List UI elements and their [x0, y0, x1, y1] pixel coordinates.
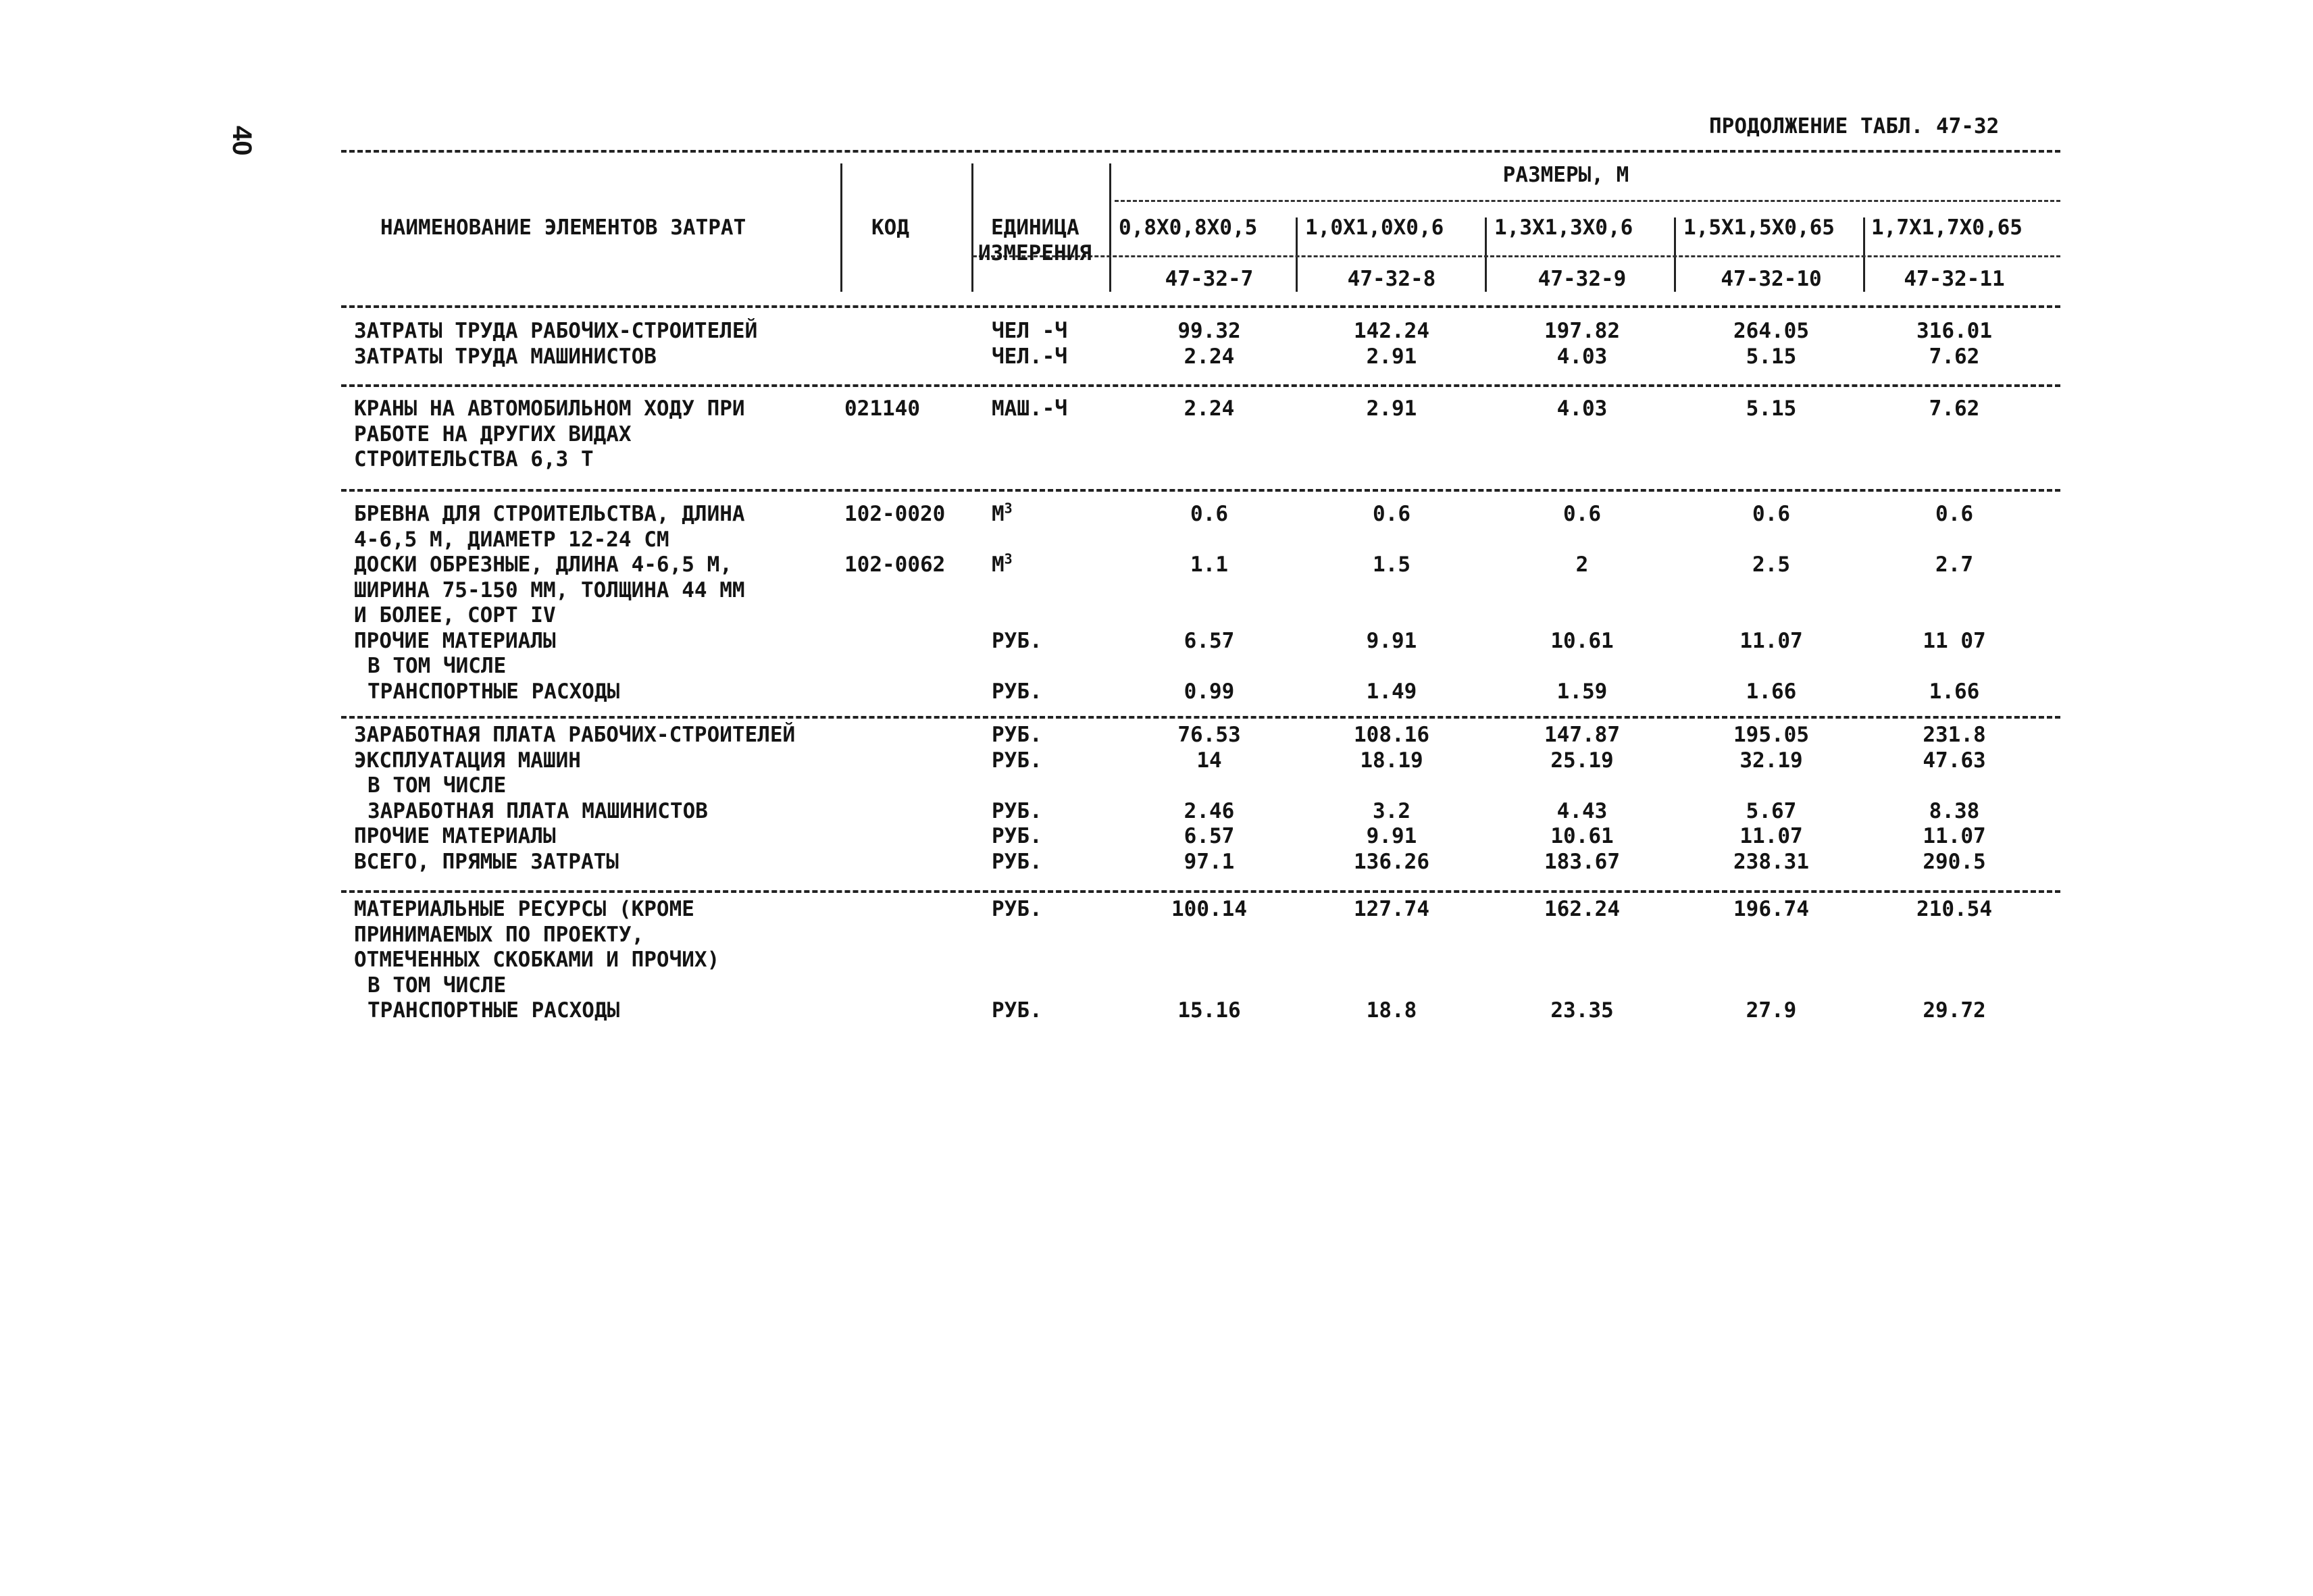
cell-value: 0.6	[1563, 502, 1601, 526]
cell-value: 162.24	[1544, 897, 1620, 921]
header-sizes: РАЗМЕРЫ, М	[1502, 163, 1629, 187]
cell-value: 27.9	[1746, 998, 1797, 1023]
divider-col2	[1296, 217, 1298, 292]
column-code: 47-32-7	[1165, 267, 1254, 291]
cell-value: 11.07	[1739, 628, 1803, 653]
row-unit: РУБ.	[992, 628, 1042, 653]
cell-value: 14	[1196, 748, 1222, 773]
row-code: 102-0062	[844, 552, 946, 577]
cell-value: 7.62	[1929, 396, 1980, 421]
unit-superscript: 3	[1004, 550, 1013, 567]
group-separator	[341, 384, 2060, 387]
row-name: ЗАТРАТЫ ТРУДА МАШИНИСТОВ	[354, 344, 657, 369]
size-label: 1,5X1,5X0,65	[1683, 215, 1835, 240]
row-unit: ЧЕЛ.-Ч	[992, 344, 1067, 369]
row-name: СТРОИТЕЛЬСТВА 6,3 Т	[354, 447, 594, 471]
cell-value: 5.15	[1746, 396, 1797, 421]
divider-sizes	[1109, 163, 1111, 292]
row-unit: $М^3$	[992, 550, 1013, 577]
row-unit: РУБ.	[992, 897, 1042, 921]
cell-value: 97.1	[1184, 849, 1235, 874]
row-name: В ТОМ ЧИСЛЕ	[367, 973, 507, 998]
row-code: 102-0020	[844, 502, 946, 526]
cell-value: 7.62	[1929, 344, 1980, 369]
cell-value: 6.57	[1184, 628, 1235, 653]
header-name: НАИМЕНОВАНИЕ ЭЛЕМЕНТОВ ЗАТРАТ	[380, 215, 746, 240]
cell-value: 0.6	[1190, 502, 1228, 526]
column-code: 47-32-11	[1904, 267, 2005, 291]
row-name: РАБОТЕ НА ДРУГИХ ВИДАХ	[354, 421, 632, 446]
cell-value: 4.03	[1556, 396, 1608, 421]
cell-value: 3.2	[1373, 798, 1410, 823]
cell-value: 1.59	[1556, 679, 1608, 704]
header-unit-line2: ИЗМЕРЕНИЯ	[978, 241, 1092, 265]
cell-value: 23.35	[1550, 998, 1614, 1023]
cell-value: 210.54	[1916, 897, 1992, 921]
cell-value: 290.5	[1923, 849, 1986, 874]
cell-value: 11.07	[1923, 824, 1986, 848]
row-code: 021140	[844, 396, 920, 421]
cell-value: 11 07	[1923, 628, 1986, 653]
cell-value: 108.16	[1354, 723, 1429, 747]
cell-value: 316.01	[1916, 319, 1992, 343]
row-name: ПРОЧИЕ МАТЕРИАЛЫ	[354, 628, 556, 653]
header-unit-line1: ЕДИНИЦА	[991, 215, 1079, 240]
cell-value: 76.53	[1177, 723, 1241, 747]
row-unit: РУБ.	[992, 723, 1042, 747]
column-code: 47-32-10	[1721, 267, 1822, 291]
row-unit: РУБ.	[992, 998, 1042, 1023]
row-name: ОТМЕЧЕННЫХ СКОБКАМИ И ПРОЧИХ)	[354, 948, 720, 972]
cell-value: 2.5	[1752, 552, 1790, 577]
cell-value: 15.16	[1177, 998, 1241, 1023]
row-name: ШИРИНА 75-150 ММ, ТОЛЩИНА 44 ММ	[354, 577, 745, 602]
row-name: БРЕВНА ДЛЯ СТРОИТЕЛЬСТВА, ДЛИНА	[354, 502, 745, 526]
divider-col5	[1863, 217, 1865, 292]
column-code: 47-32-8	[1347, 267, 1436, 291]
cell-value: 99.32	[1177, 319, 1241, 343]
row-name: И БОЛЕЕ, СОРТ IV	[354, 603, 556, 627]
cell-value: 0.6	[1935, 502, 1973, 526]
header-code: КОД	[871, 215, 909, 240]
row-unit: РУБ.	[992, 824, 1042, 848]
cell-value: 25.19	[1550, 748, 1614, 773]
row-name: ЗАТРАТЫ ТРУДА РАБОЧИХ-СТРОИТЕЛЕЙ	[354, 319, 758, 343]
cell-value: 10.61	[1550, 628, 1614, 653]
cell-value: 29.72	[1923, 998, 1986, 1023]
cell-value: 32.19	[1739, 748, 1803, 773]
row-name: МАТЕРИАЛЬНЫЕ РЕСУРСЫ (КРОМЕ	[354, 897, 694, 921]
row-name: ЭКСПЛУАТАЦИЯ МАШИН	[354, 748, 581, 773]
cell-value: 2.7	[1935, 552, 1973, 577]
cell-value: 4.43	[1556, 798, 1608, 823]
cell-value: 231.8	[1923, 723, 1986, 747]
cell-value: 0.99	[1184, 679, 1235, 704]
divider-code	[840, 163, 842, 292]
row-unit: $М^3$	[992, 500, 1013, 526]
group-separator	[341, 716, 2060, 719]
row-unit: РУБ.	[992, 748, 1042, 773]
rule-sizes	[1115, 200, 2060, 202]
cell-value: 47.63	[1923, 748, 1986, 773]
row-name: КРАНЫ НА АВТОМОБИЛЬНОМ ХОДУ ПРИ	[354, 396, 745, 421]
cell-value: 18.19	[1360, 748, 1423, 773]
size-label: 1,3X1,3X0,6	[1494, 215, 1633, 240]
row-name: ЗАРАБОТНАЯ ПЛАТА МАШИНИСТОВ	[367, 798, 708, 823]
cell-value: 100.14	[1171, 897, 1247, 921]
cell-value: 9.91	[1366, 628, 1417, 653]
cell-value: 147.87	[1544, 723, 1620, 747]
cell-value: 2.24	[1184, 344, 1235, 369]
row-name: ДОСКИ ОБРЕЗНЫЕ, ДЛИНА 4-6,5 М,	[354, 552, 732, 577]
column-code: 47-32-9	[1537, 267, 1627, 291]
cell-value: 10.61	[1550, 824, 1614, 848]
table-caption: ПРОДОЛЖЕНИЕ ТАБЛ. 47-32	[1709, 114, 2000, 138]
row-name: ЗАРАБОТНАЯ ПЛАТА РАБОЧИХ-СТРОИТЕЛЕЙ	[354, 723, 796, 747]
row-name: В ТОМ ЧИСЛЕ	[367, 654, 507, 678]
row-name: ПРОЧИЕ МАТЕРИАЛЫ	[354, 824, 556, 848]
cell-value: 2.24	[1184, 396, 1235, 421]
cell-value: 5.15	[1746, 344, 1797, 369]
row-name: 4-6,5 М, ДИАМЕТР 12-24 СМ	[354, 527, 669, 552]
row-unit: РУБ.	[992, 798, 1042, 823]
cell-value: 238.31	[1733, 849, 1809, 874]
row-name: ПРИНИМАЕМЫХ ПО ПРОЕКТУ,	[354, 922, 644, 947]
cell-value: 9.91	[1366, 824, 1417, 848]
cell-value: 2.91	[1366, 396, 1417, 421]
cell-value: 127.74	[1354, 897, 1429, 921]
row-unit: РУБ.	[992, 679, 1042, 704]
cell-value: 2	[1575, 552, 1589, 577]
cell-value: 195.05	[1733, 723, 1809, 747]
cell-value: 1.66	[1746, 679, 1797, 704]
size-label: 1,0X1,0X0,6	[1305, 215, 1444, 240]
row-unit: РУБ.	[992, 849, 1042, 874]
group-separator	[341, 489, 2060, 492]
divider-unit	[971, 163, 973, 292]
rule-codes	[973, 255, 2060, 257]
cell-value: 11.07	[1739, 824, 1803, 848]
row-name: ТРАНСПОРТНЫЕ РАСХОДЫ	[367, 679, 620, 704]
cell-value: 8.38	[1929, 798, 1980, 823]
row-name: В ТОМ ЧИСЛЕ	[367, 773, 507, 798]
cell-value: 2.91	[1366, 344, 1417, 369]
cell-value: 6.57	[1184, 824, 1235, 848]
unit-superscript: 3	[1004, 500, 1013, 517]
row-name: ВСЕГО, ПРЯМЫЕ ЗАТРАТЫ	[354, 849, 619, 874]
page-number: 40	[227, 126, 257, 156]
cell-value: 18.8	[1366, 998, 1417, 1023]
cell-value: 0.6	[1373, 502, 1410, 526]
divider-col3	[1485, 217, 1487, 292]
size-label: 0,8X0,8X0,5	[1119, 215, 1258, 240]
cell-value: 4.03	[1556, 344, 1608, 369]
size-label: 1,7X1,7X0,65	[1871, 215, 2023, 240]
group-separator	[341, 890, 2060, 893]
row-unit: МАШ.-Ч	[992, 396, 1067, 421]
cell-value: 1.5	[1373, 552, 1410, 577]
row-unit: ЧЕЛ -Ч	[992, 319, 1067, 343]
cell-value: 183.67	[1544, 849, 1620, 874]
cell-value: 136.26	[1354, 849, 1429, 874]
row-name: ТРАНСПОРТНЫЕ РАСХОДЫ	[367, 998, 620, 1023]
cell-value: 196.74	[1733, 897, 1809, 921]
cell-value: 264.05	[1733, 319, 1809, 343]
cell-value: 1.49	[1366, 679, 1417, 704]
cell-value: 0.6	[1752, 502, 1790, 526]
cell-value: 1.1	[1190, 552, 1228, 577]
rule-header-bottom	[341, 305, 2060, 308]
cell-value: 5.67	[1746, 798, 1797, 823]
cell-value: 2.46	[1184, 798, 1235, 823]
cell-value: 1.66	[1929, 679, 1980, 704]
cell-value: 197.82	[1544, 319, 1620, 343]
cell-value: 142.24	[1354, 319, 1429, 343]
divider-col4	[1674, 217, 1676, 292]
rule-top	[341, 150, 2060, 153]
